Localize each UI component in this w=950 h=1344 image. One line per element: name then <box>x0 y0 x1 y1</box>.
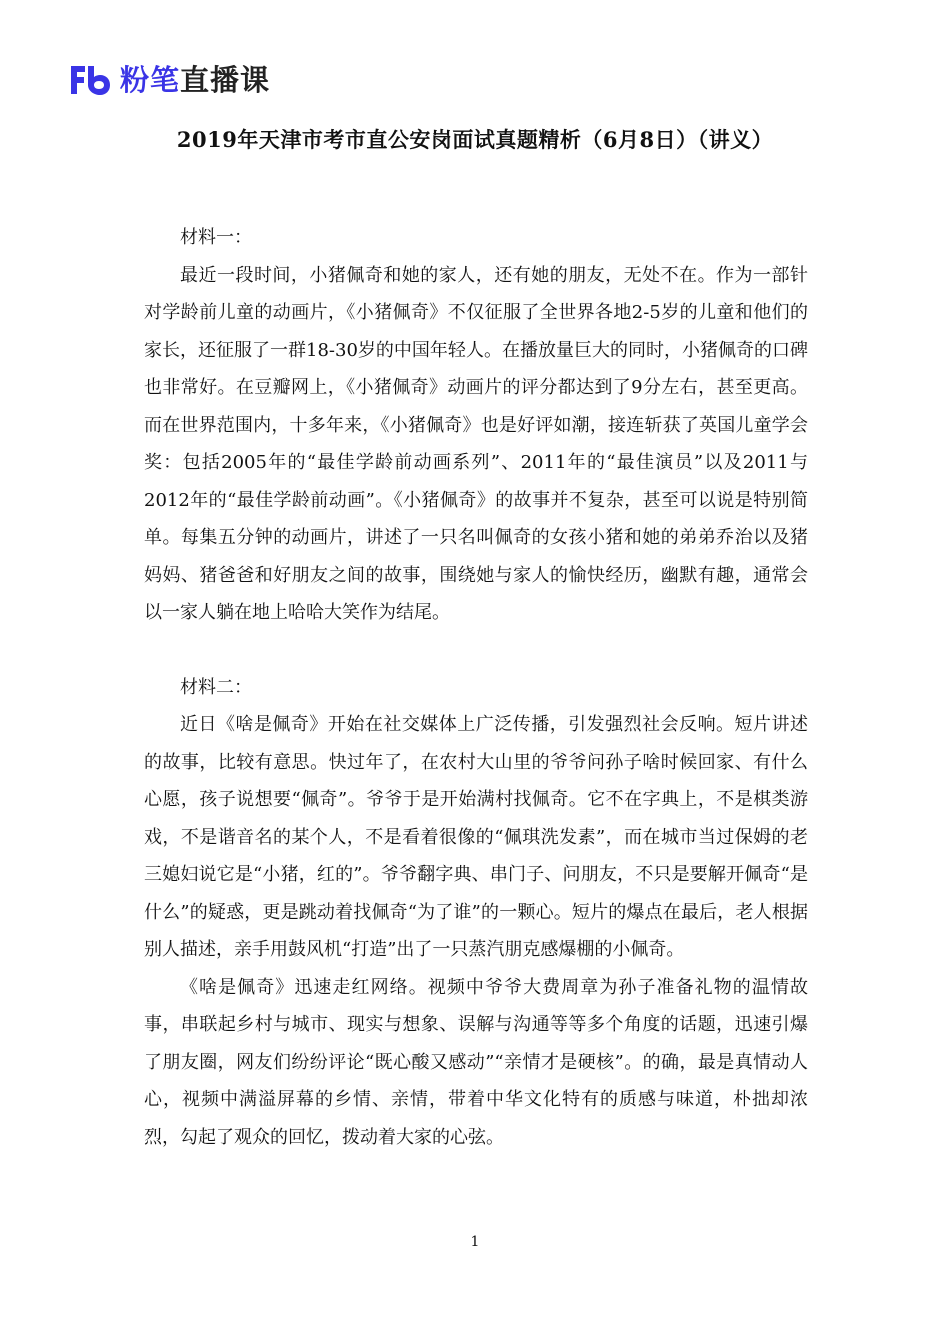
document-title: 2019年天津市考市直公安岗面试真题精析（6月8日）（讲义） <box>176 127 774 152</box>
paragraph: 最近一段时间，小猪佩奇和她的家人，还有她的朋友，无处不在。作为一部针对学龄前儿童的动画片，《小猪佩奇》不仅征服了全世界各地2-5岁的儿童和他们的家长，还征服了一群18-30岁的中国年轻人。在播放量巨大的同时，小猪佩奇的口碑也非常好。在豆瓣网上，《小猪佩奇》动画片的评分都达到了9分左右，甚至更高。而在世界范围内，十多年来，《小猪佩奇》也是好评如潮，接连斩获了英国儿童学会奖：包括2005年的“最佳学龄前动画系列”、2011年的“最佳演员”以及2011与2012年的“最佳学龄前动画”。《小猪佩奇》的故事并不复杂，甚至可以说是特别简单。每集五分钟的动画片，讲述了一只名叫佩奇的女孩小猪和她的弟弟乔治以及猪妈妈、猪爸爸和好朋友之间的故事，围绕她与家人的愉快经历，幽默有趣，通常会以一家人躺在地上哈哈大笑作为结尾。 <box>144 264 808 623</box>
brand-name <box>120 60 270 100</box>
section-spacer <box>144 632 808 669</box>
document-body <box>144 219 808 1156</box>
page-number: 1 <box>470 1234 480 1250</box>
brand-name-primary: 粉笔 <box>120 63 181 97</box>
header-logo <box>68 60 270 100</box>
section-heading: 材料一： <box>180 227 252 248</box>
fb-logo-icon <box>68 63 112 97</box>
material-section-2 <box>144 669 808 1157</box>
brand-name-secondary: 直播课 <box>180 63 271 97</box>
material-section-1 <box>144 219 808 632</box>
section-heading: 材料二： <box>180 676 252 698</box>
paragraph: 《啥是佩奇》迅速走红网络。视频中爷爷大费周章为孙子准备礼物的温情故事，串联起乡村与城市、现实与想象、误解与沟通等等多个角度的话题，迅速引爆了朋友圈，网友们纷纷评论“既心酸又感动”“亲情才是硬核”。的确，最是真情动人心，视频中满溢屏幕的乡情、亲情，带着中华文化特有的质感与味道，朴拙却浓烈，勾起了观众的回忆，拨动着大家的心弦。 <box>144 976 808 1148</box>
paragraph: 近日《啥是佩奇》开始在社交媒体上广泛传播，引发强烈社会反响。短片讲述的故事，比较有意思。快过年了，在农村大山里的爷爷问孙子啥时候回家、有什么心愿，孩子说想要“佩奇”。爷爷于是开始满村找佩奇。它不在字典上，不是棋类游戏，不是谐音名的某个人，不是看着很像的“佩琪洗发素”，而在城市当过保姆的老三媳妇说它是“小猪，红的”。爷爷翻字典、串门子、问朋友，不只是要解开佩奇“是什么”的疑惑，更是跳动着找佩奇“为了谁”的一颗心。短片的爆点在最后，老人根据别人描述，亲手用鼓风机“打造”出了一只蒸汽朋克感爆棚的小佩奇。 <box>144 714 808 960</box>
